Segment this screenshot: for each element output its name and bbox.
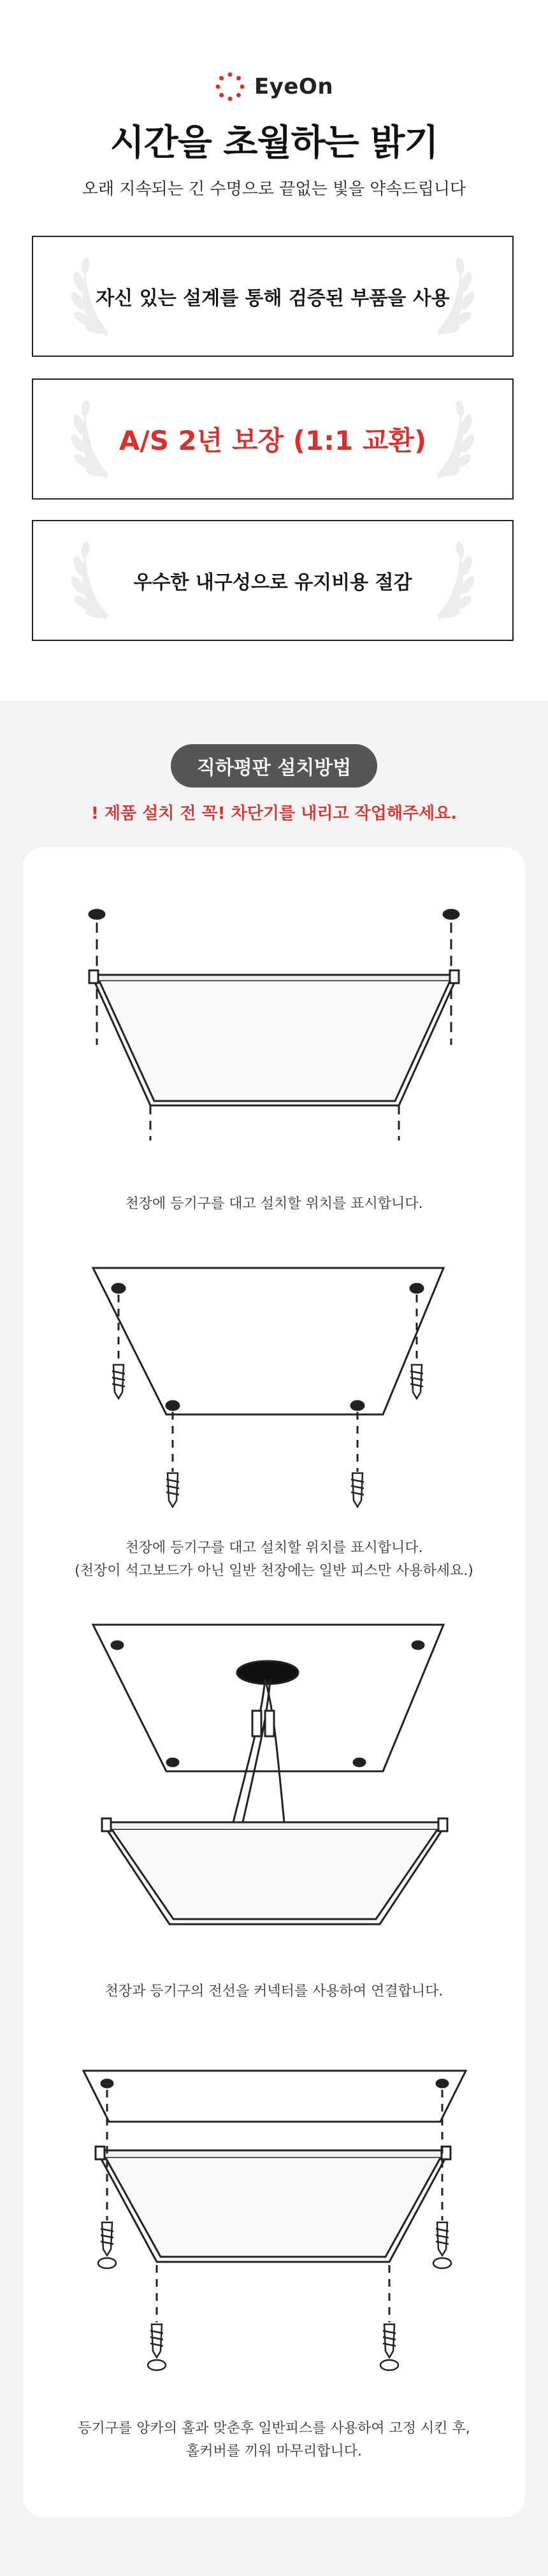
caption-line: 등기구를 앙카의 홀과 맞춘후 일반피스를 사용하여 고정 시킨 후, xyxy=(78,2421,470,2436)
step-2-caption xyxy=(23,1537,525,1583)
caption-line: 홀커버를 끼워 마무리합니다. xyxy=(185,2443,362,2459)
hero-title: 시간을 초월하는 밝기 xyxy=(110,122,438,164)
feature-text-1: 자신 있는 설계를 통해 검증된 부품을 사용 xyxy=(96,287,450,310)
eyeon-logo-icon xyxy=(215,71,245,102)
laurel-right-icon xyxy=(429,399,474,482)
laurel-left-icon xyxy=(71,540,116,623)
install-warning: ! 제품 설치 전 꼭! 차단기를 내리고 작업해주세요. xyxy=(90,804,458,823)
feature-box-2 xyxy=(32,378,514,500)
step-4-illustration xyxy=(23,2064,525,2396)
install-title-badge: 직하평판 설치방법 xyxy=(171,744,377,788)
feature-box-1 xyxy=(32,236,514,357)
hero-subtitle: 오래 지속되는 긴 수명으로 끝없는 빛을 약속드립니다 xyxy=(82,180,466,199)
step-1-caption xyxy=(23,1193,525,1216)
step-2-illustration xyxy=(23,1262,525,1516)
feature-box-3 xyxy=(32,520,514,641)
laurel-right-icon xyxy=(429,540,474,623)
brand-logo xyxy=(0,71,548,102)
feature-text-2: A/S 2년 보장 (1:1 교환) xyxy=(119,425,427,456)
caption-line: 천장에 등기구를 대고 설치할 위치를 표시합니다. xyxy=(125,1196,423,1212)
caption-line: (천장이 석고보드가 아닌 일반 천장에는 일반 피스만 사용하세요.) xyxy=(75,1563,473,1579)
step-4-caption xyxy=(23,2417,525,2463)
feature-text-3: 우수한 내구성으로 유지비용 절감 xyxy=(133,572,412,594)
caption-line: 천장과 등기구의 전선을 커넥터를 사용하여 연결합니다. xyxy=(105,1983,443,1999)
brand-name: EyeOn xyxy=(254,74,334,99)
laurel-left-icon xyxy=(71,399,116,482)
step-3-illustration xyxy=(23,1618,525,1937)
step-3-caption xyxy=(23,1980,525,2003)
caption-line: 천장에 등기구를 대고 설치할 위치를 표시합니다. xyxy=(125,1540,423,1556)
step-1-illustration xyxy=(23,886,525,1153)
